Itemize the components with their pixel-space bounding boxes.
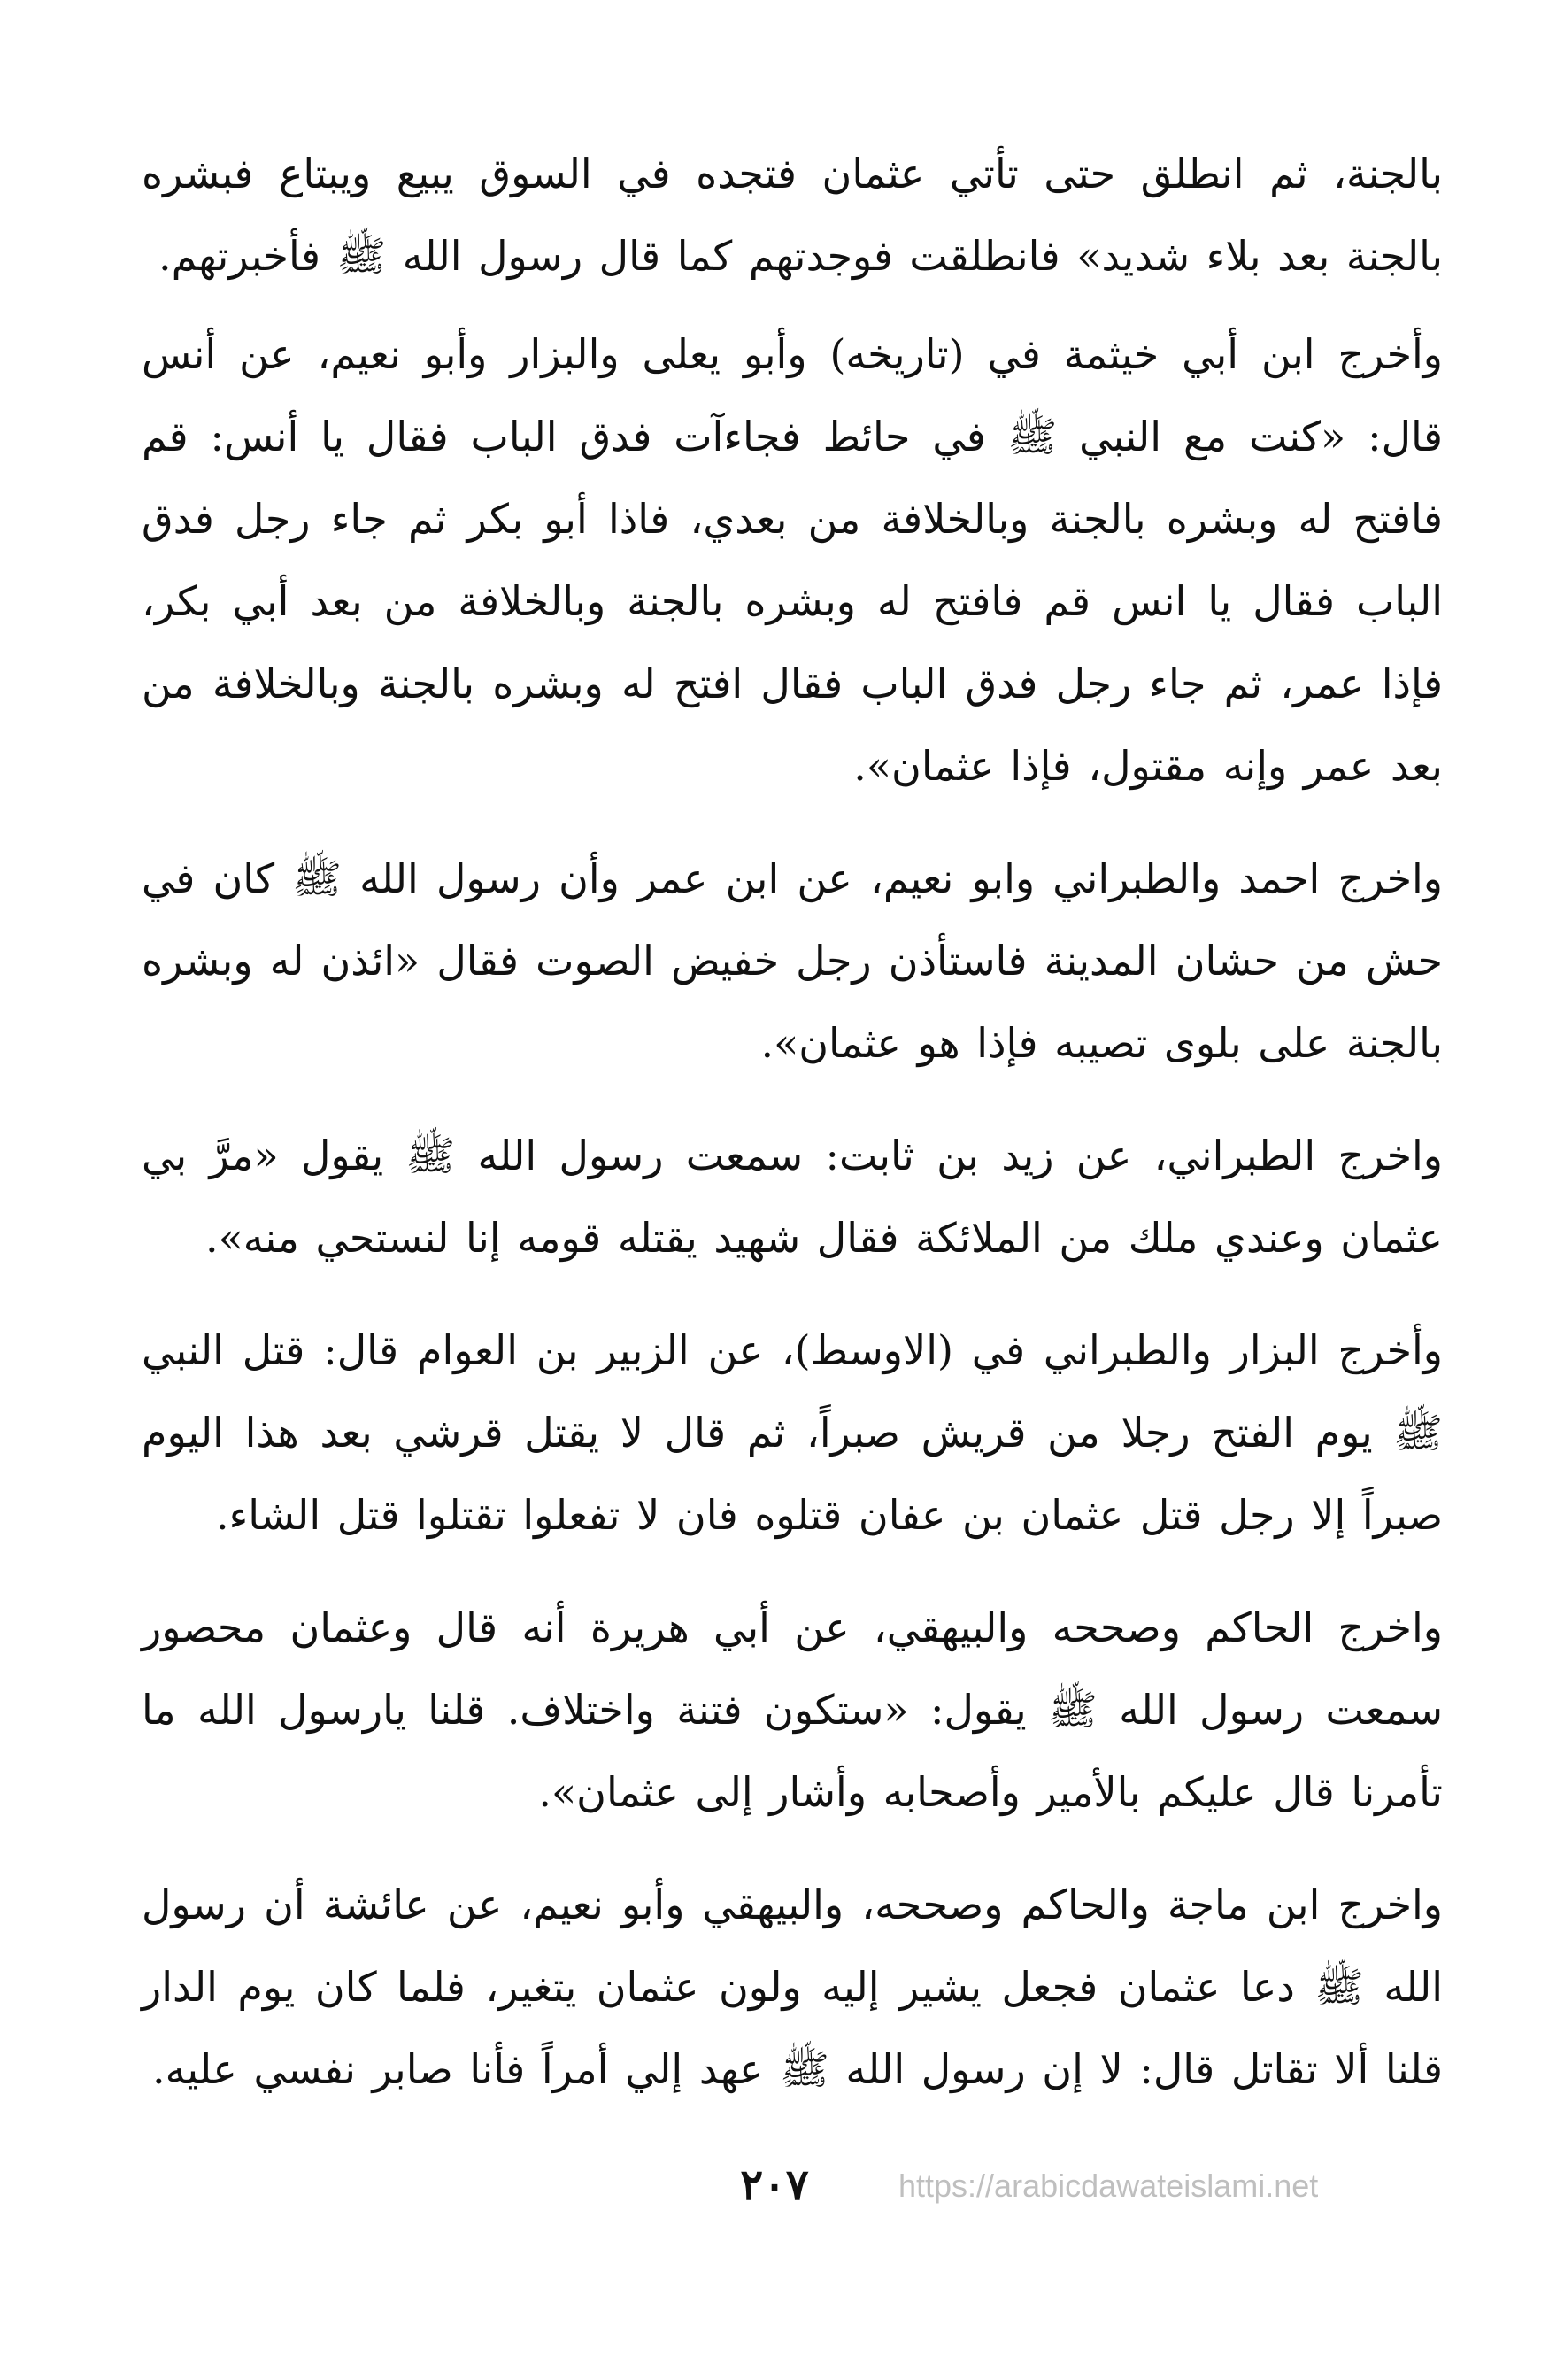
page-number: ٢٠٧ bbox=[740, 2160, 809, 2210]
paragraph: واخرج احمد والطبراني وابو نعيم، عن ابن عمر وأن رسول الله ﷺ كان في حش من حشان المدينة فاستأذن رجل خفيض الصوت فقال «ائذن له وبشره بالجنة على بلوى تصيبه فإذا هو عثمان». bbox=[142, 854, 1443, 1067]
watermark-url: https://arabicdawateislami.net bbox=[898, 2168, 1319, 2204]
paragraph: واخرج الحاكم وصححه والبيهقي، عن أبي هريرة أنه قال وعثمان محصور سمعت رسول الله ﷺ يقول: «ستكون فتنة واختلاف. قلنا يارسول الله ما تأمرنا قال عليكم بالأمير وأصحابه وأشار إلى عثمان». bbox=[142, 1603, 1443, 1816]
paragraph: وأخرج ابن أبي خيثمة في (تاريخه) وأبو يعلى والبزار وأبو نعيم، عن أنس قال: «كنت مع النبي ﷺ في حائط فجاءآت فدق الباب فقال يا أنس: قم فافتح له وبشره بالجنة وبالخلافة من بعدي، فاذا أبو بكر ثم جاء رجل فدق الباب فقال يا انس قم فافتح له وبشره بالجنة وبالخلافة من بعد أبي بكر، فإذا عمر، ثم جاء رجل فدق الباب فقال افتح له وبشره بالجنة وبالخلافة من بعد عمر وإنه مقتول، فإذا عثمان». bbox=[142, 330, 1443, 790]
page-body bbox=[142, 133, 1443, 2141]
paragraph: واخرج ابن ماجة والحاكم وصححه، والبيهقي وأبو نعيم، عن عائشة أن رسول الله ﷺ دعا عثمان فجعل يشير إليه ولون عثمان يتغير، فلما كان يوم الدار قلنا ألا تقاتل قال: لا إن رسول الله ﷺ عهد إلي أمراً فأنا صابر نفسي عليه. bbox=[142, 1881, 1443, 2093]
paragraph: بالجنة، ثم انطلق حتى تأتي عثمان فتجده في السوق يبيع ويبتاع فبشره بالجنة بعد بلاء شديد» فانطلقت فوجدتهم كما قال رسول الله ﷺ فأخبرتهم. bbox=[142, 150, 1443, 280]
paragraph: وأخرج البزار والطبراني في (الاوسط)، عن الزبير بن العوام قال: قتل النبي ﷺ يوم الفتح رجلا من قريش صبراً، ثم قال لا يقتل قرشي بعد هذا اليوم صبراً إلا رجل قتل عثمان بن عفان قتلوه فان لا تفعلوا تقتلوا قتل الشاء. bbox=[142, 1326, 1443, 1539]
paragraph: واخرج الطبراني، عن زيد بن ثابت: سمعت رسول الله ﷺ يقول «مرَّ بي عثمان وعندي ملك من الملائكة فقال شهيد يقتله قومه إنا لنستحي منه». bbox=[142, 1132, 1443, 1262]
